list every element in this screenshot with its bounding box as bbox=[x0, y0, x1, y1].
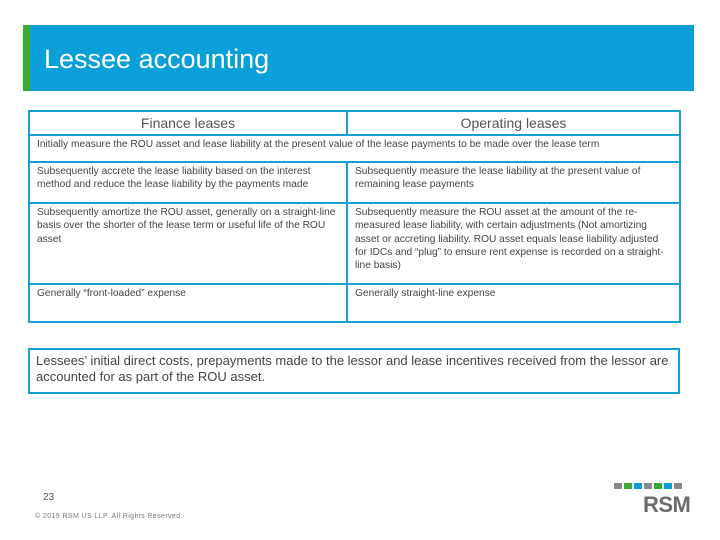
table-header-row bbox=[29, 111, 680, 135]
page-title: Lessee accounting bbox=[44, 44, 270, 74]
lease-comparison-table bbox=[28, 110, 681, 323]
page-number: 23 bbox=[43, 492, 55, 503]
header-finance-leases: Finance leases bbox=[29, 111, 347, 135]
table-row bbox=[29, 284, 680, 322]
copyright-text: © 2019 RSM US LLP. All Rights Reserved. bbox=[35, 513, 183, 520]
table-row bbox=[29, 162, 680, 203]
rsm-logo: RSM bbox=[643, 492, 691, 517]
operating-cell: Subsequently measure the lease liability at the present value of remaining lease payments bbox=[347, 162, 680, 203]
finance-cell: Subsequently accrete the lease liability based on the interest method and reduce the lease liability by the payments made bbox=[29, 162, 347, 203]
operating-cell: Subsequently measure the ROU asset at the amount of the re-measured lease liability, with certain adjustments (Not amortizing asset or accreting liability. ROU asset equals lease liability adjusted for IDCs and “plug” to ensure rent expense is recorded on a straight-line basis) bbox=[347, 203, 680, 284]
table-row bbox=[29, 203, 680, 284]
finance-cell: Subsequently amortize the ROU asset, generally on a straight-line basis over the shorter of the lease term or useful life of the ROU asset bbox=[29, 203, 347, 284]
operating-cell: Generally straight-line expense bbox=[347, 284, 680, 322]
table-row bbox=[29, 135, 680, 162]
initial-measurement-cell: Initially measure the ROU asset and lease liability at the present value of the lease payments to be made over the lease term bbox=[29, 135, 680, 162]
finance-cell: Generally “front-loaded” expense bbox=[29, 284, 347, 322]
header-operating-leases: Operating leases bbox=[347, 111, 680, 135]
title-accent-stripe bbox=[23, 25, 30, 91]
note-box: Lessees’ initial direct costs, prepayments made to the lessor and lease incentives received from the lessor are accounted for as part of the ROU asset. bbox=[28, 348, 680, 394]
